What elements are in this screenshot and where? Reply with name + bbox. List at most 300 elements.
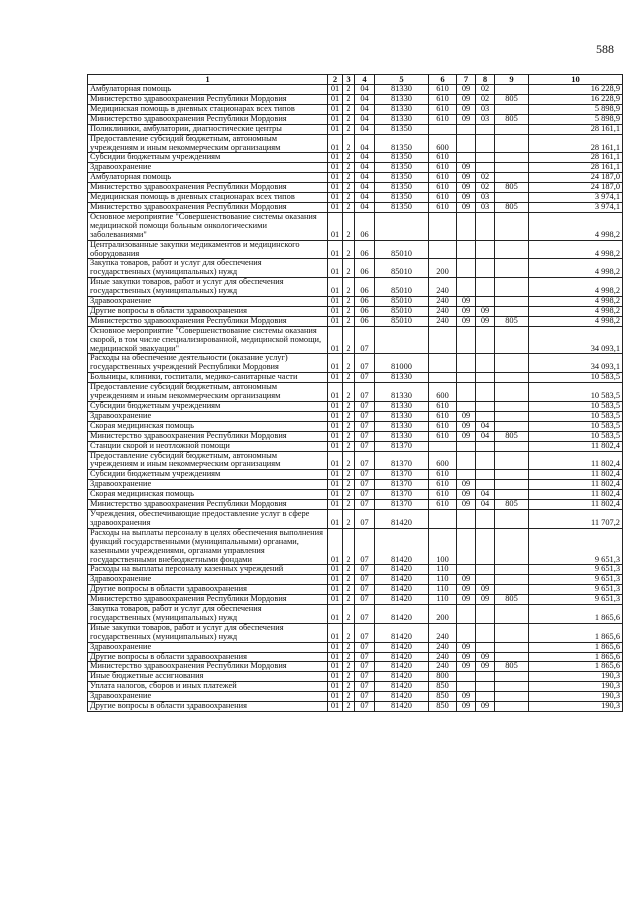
code-program-cell: 01 — [328, 702, 343, 712]
table-row — [88, 652, 623, 662]
code-section-cell: 09 — [457, 500, 476, 510]
code-target-cell: 85010 — [375, 316, 429, 326]
code-expense-type-cell: 240 — [429, 642, 457, 652]
code-ministry-cell — [495, 402, 529, 412]
table-row — [88, 565, 623, 575]
code-target-cell: 81330 — [375, 114, 429, 124]
amount-cell: 1 865,6 — [529, 605, 623, 624]
code-subprogram-cell: 2 — [343, 431, 355, 441]
code-subprogram-cell: 2 — [343, 240, 355, 259]
item-name-cell: Министерство здравоохранения Республики Мордовия — [88, 114, 328, 124]
code-event-cell: 04 — [355, 183, 375, 193]
amount-cell: 28 161,1 — [529, 163, 623, 173]
table-row — [88, 85, 623, 95]
code-ministry-cell: 805 — [495, 202, 529, 212]
code-ministry-cell — [495, 509, 529, 528]
code-target-cell: 81330 — [375, 411, 429, 421]
code-subprogram-cell: 2 — [343, 451, 355, 470]
code-subsection-cell — [476, 297, 495, 307]
code-event-cell: 04 — [355, 163, 375, 173]
code-section-cell — [457, 605, 476, 624]
code-section-cell: 09 — [457, 193, 476, 203]
code-expense-type-cell — [429, 240, 457, 259]
code-event-cell: 07 — [355, 565, 375, 575]
code-event-cell: 07 — [355, 662, 375, 672]
code-program-cell: 01 — [328, 595, 343, 605]
code-event-cell: 07 — [355, 528, 375, 565]
code-program-cell: 01 — [328, 163, 343, 173]
item-name-cell: Иные закупки товаров, работ и услуг для обеспечения государственных (муниципальных) нужд — [88, 623, 328, 642]
item-name-cell: Иные закупки товаров, работ и услуг для обеспечения государственных (муниципальных) нужд — [88, 278, 328, 297]
code-section-cell — [457, 212, 476, 240]
code-event-cell: 04 — [355, 114, 375, 124]
code-subsection-cell — [476, 692, 495, 702]
code-target-cell: 81350 — [375, 124, 429, 134]
code-subprogram-cell: 2 — [343, 153, 355, 163]
code-subsection-cell — [476, 411, 495, 421]
code-ministry-cell — [495, 692, 529, 702]
item-name-cell: Уплата налогов, сборов и иных платежей — [88, 682, 328, 692]
code-expense-type-cell: 200 — [429, 605, 457, 624]
code-ministry-cell — [495, 528, 529, 565]
code-expense-type-cell: 850 — [429, 682, 457, 692]
code-event-cell: 07 — [355, 585, 375, 595]
table-row — [88, 605, 623, 624]
code-event-cell: 04 — [355, 95, 375, 105]
code-section-cell: 09 — [457, 642, 476, 652]
amount-cell: 1 865,6 — [529, 652, 623, 662]
table-row — [88, 153, 623, 163]
code-subprogram-cell: 2 — [343, 702, 355, 712]
code-ministry-cell: 805 — [495, 183, 529, 193]
item-name-cell: Министерство здравоохранения Республики Мордовия — [88, 316, 328, 326]
item-name-cell: Основное мероприятие "Совершенствование системы оказания скорой, в том числе специализированной, медицинской помощи, медицинской эвакуации" — [88, 326, 328, 354]
code-subsection-cell — [476, 682, 495, 692]
code-section-cell — [457, 672, 476, 682]
code-program-cell: 01 — [328, 326, 343, 354]
code-ministry-cell — [495, 642, 529, 652]
code-expense-type-cell: 110 — [429, 575, 457, 585]
code-event-cell: 06 — [355, 259, 375, 278]
code-ministry-cell — [495, 565, 529, 575]
table-row — [88, 124, 623, 134]
code-program-cell: 01 — [328, 421, 343, 431]
code-subprogram-cell: 2 — [343, 212, 355, 240]
code-subsection-cell: 04 — [476, 500, 495, 510]
code-subprogram-cell: 2 — [343, 95, 355, 105]
code-event-cell: 07 — [355, 451, 375, 470]
item-name-cell: Здравоохранение — [88, 480, 328, 490]
code-section-cell: 09 — [457, 104, 476, 114]
code-ministry-cell — [495, 297, 529, 307]
code-ministry-cell — [495, 383, 529, 402]
code-program-cell: 01 — [328, 124, 343, 134]
code-ministry-cell — [495, 354, 529, 373]
item-name-cell: Предоставление субсидий бюджетным, автономным учреждениям и иным некоммерческим организациям — [88, 451, 328, 470]
code-target-cell: 81420 — [375, 509, 429, 528]
code-event-cell: 07 — [355, 470, 375, 480]
code-target-cell — [375, 326, 429, 354]
code-target-cell: 81420 — [375, 702, 429, 712]
code-expense-type-cell — [429, 124, 457, 134]
code-section-cell — [457, 124, 476, 134]
amount-cell: 24 187,0 — [529, 173, 623, 183]
code-program-cell: 01 — [328, 354, 343, 373]
code-event-cell: 07 — [355, 441, 375, 451]
code-subsection-cell: 04 — [476, 421, 495, 431]
code-ministry-cell — [495, 134, 529, 153]
code-subsection-cell — [476, 575, 495, 585]
code-subsection-cell — [476, 134, 495, 153]
code-program-cell: 01 — [328, 682, 343, 692]
column-header: 8 — [476, 75, 495, 85]
code-target-cell: 81370 — [375, 441, 429, 451]
code-target-cell: 81330 — [375, 104, 429, 114]
code-event-cell: 04 — [355, 153, 375, 163]
code-expense-type-cell — [429, 373, 457, 383]
code-program-cell: 01 — [328, 240, 343, 259]
code-section-cell — [457, 383, 476, 402]
amount-cell: 3 974,1 — [529, 193, 623, 203]
code-subprogram-cell: 2 — [343, 441, 355, 451]
table-row — [88, 306, 623, 316]
code-expense-type-cell: 240 — [429, 297, 457, 307]
code-program-cell: 01 — [328, 173, 343, 183]
item-name-cell: Здравоохранение — [88, 575, 328, 585]
code-expense-type-cell: 610 — [429, 95, 457, 105]
code-expense-type-cell: 610 — [429, 193, 457, 203]
code-subprogram-cell: 2 — [343, 173, 355, 183]
code-program-cell: 01 — [328, 652, 343, 662]
code-target-cell: 81330 — [375, 85, 429, 95]
code-expense-type-cell: 610 — [429, 411, 457, 421]
column-header: 4 — [355, 75, 375, 85]
amount-cell: 9 651,3 — [529, 585, 623, 595]
code-ministry-cell: 805 — [495, 95, 529, 105]
code-event-cell: 07 — [355, 575, 375, 585]
item-name-cell: Здравоохранение — [88, 411, 328, 421]
code-subprogram-cell: 2 — [343, 480, 355, 490]
code-subprogram-cell: 2 — [343, 528, 355, 565]
code-target-cell: 81330 — [375, 431, 429, 441]
amount-cell: 10 583,5 — [529, 402, 623, 412]
amount-cell: 4 998,2 — [529, 259, 623, 278]
code-subsection-cell: 03 — [476, 104, 495, 114]
code-section-cell: 09 — [457, 316, 476, 326]
code-subsection-cell: 09 — [476, 585, 495, 595]
amount-cell: 10 583,5 — [529, 411, 623, 421]
code-subprogram-cell: 2 — [343, 642, 355, 652]
item-name-cell: Министерство здравоохранения Республики Мордовия — [88, 662, 328, 672]
code-target-cell: 81350 — [375, 153, 429, 163]
code-target-cell: 81420 — [375, 528, 429, 565]
code-program-cell: 01 — [328, 431, 343, 441]
code-program-cell: 01 — [328, 402, 343, 412]
code-subsection-cell — [476, 451, 495, 470]
code-section-cell: 09 — [457, 421, 476, 431]
code-event-cell: 07 — [355, 354, 375, 373]
code-expense-type-cell: 600 — [429, 451, 457, 470]
item-name-cell: Субсидии бюджетным учреждениям — [88, 402, 328, 412]
table-row — [88, 662, 623, 672]
code-section-cell — [457, 441, 476, 451]
item-name-cell: Станции скорой и неотложной помощи — [88, 441, 328, 451]
table-row — [88, 373, 623, 383]
amount-cell: 10 583,5 — [529, 421, 623, 431]
amount-cell: 190,3 — [529, 692, 623, 702]
item-name-cell: Амбулаторная помощь — [88, 85, 328, 95]
code-subprogram-cell: 2 — [343, 193, 355, 203]
code-event-cell: 04 — [355, 124, 375, 134]
amount-cell: 16 228,9 — [529, 95, 623, 105]
code-section-cell — [457, 470, 476, 480]
code-subsection-cell — [476, 212, 495, 240]
item-name-cell: Основное мероприятие "Совершенствование системы оказания медицинской помощи больным онкологическими заболеваниями" — [88, 212, 328, 240]
code-target-cell: 81350 — [375, 193, 429, 203]
code-event-cell: 06 — [355, 306, 375, 316]
code-program-cell: 01 — [328, 470, 343, 480]
amount-cell: 11 707,2 — [529, 509, 623, 528]
code-subsection-cell: 04 — [476, 490, 495, 500]
code-subprogram-cell: 2 — [343, 202, 355, 212]
code-ministry-cell — [495, 682, 529, 692]
amount-cell: 1 865,6 — [529, 623, 623, 642]
code-section-cell: 09 — [457, 173, 476, 183]
table-row — [88, 585, 623, 595]
code-subsection-cell: 02 — [476, 183, 495, 193]
code-ministry-cell — [495, 85, 529, 95]
code-ministry-cell — [495, 163, 529, 173]
code-program-cell: 01 — [328, 662, 343, 672]
item-name-cell: Министерство здравоохранения Республики Мордовия — [88, 431, 328, 441]
code-program-cell: 01 — [328, 153, 343, 163]
code-program-cell: 01 — [328, 85, 343, 95]
code-subprogram-cell: 2 — [343, 623, 355, 642]
code-subsection-cell — [476, 605, 495, 624]
table-row — [88, 259, 623, 278]
item-name-cell: Министерство здравоохранения Республики Мордовия — [88, 95, 328, 105]
table-row — [88, 212, 623, 240]
code-subsection-cell — [476, 240, 495, 259]
code-expense-type-cell: 110 — [429, 565, 457, 575]
code-ministry-cell — [495, 575, 529, 585]
code-target-cell: 81350 — [375, 163, 429, 173]
code-ministry-cell — [495, 326, 529, 354]
item-name-cell: Централизованные закупки медикаментов и медицинского оборудования — [88, 240, 328, 259]
table-row — [88, 411, 623, 421]
code-expense-type-cell: 610 — [429, 480, 457, 490]
code-target-cell: 81420 — [375, 623, 429, 642]
amount-cell: 4 998,2 — [529, 306, 623, 316]
code-section-cell — [457, 326, 476, 354]
table-row — [88, 114, 623, 124]
amount-cell: 28 161,1 — [529, 153, 623, 163]
code-ministry-cell — [495, 193, 529, 203]
code-subprogram-cell: 2 — [343, 259, 355, 278]
column-header: 1 — [88, 75, 328, 85]
code-target-cell: 85010 — [375, 306, 429, 316]
table-row — [88, 173, 623, 183]
table-row — [88, 490, 623, 500]
item-name-cell: Министерство здравоохранения Республики Мордовия — [88, 500, 328, 510]
code-expense-type-cell: 240 — [429, 662, 457, 672]
code-subsection-cell — [476, 441, 495, 451]
code-program-cell: 01 — [328, 114, 343, 124]
code-subprogram-cell: 2 — [343, 326, 355, 354]
code-section-cell — [457, 354, 476, 373]
code-program-cell: 01 — [328, 623, 343, 642]
code-section-cell: 09 — [457, 411, 476, 421]
code-event-cell: 06 — [355, 316, 375, 326]
code-subsection-cell — [476, 672, 495, 682]
code-program-cell: 01 — [328, 316, 343, 326]
code-target-cell: 85010 — [375, 240, 429, 259]
amount-cell: 24 187,0 — [529, 183, 623, 193]
code-event-cell: 07 — [355, 642, 375, 652]
table-row — [88, 672, 623, 682]
code-subsection-cell — [476, 278, 495, 297]
table-row — [88, 500, 623, 510]
code-subsection-cell — [476, 259, 495, 278]
amount-cell: 11 802,4 — [529, 451, 623, 470]
code-program-cell: 01 — [328, 104, 343, 114]
amount-cell: 9 651,3 — [529, 595, 623, 605]
item-name-cell: Другие вопросы в области здравоохранения — [88, 652, 328, 662]
item-name-cell: Расходы на выплаты персоналу в целях обеспечения выполнения функций государственными (муниципальными) органами, казенными учреждениями, органами управления государственными внебюджетными фондами — [88, 528, 328, 565]
code-program-cell: 01 — [328, 692, 343, 702]
code-target-cell — [375, 212, 429, 240]
item-name-cell: Другие вопросы в области здравоохранения — [88, 585, 328, 595]
code-target-cell: 81370 — [375, 470, 429, 480]
code-ministry-cell — [495, 605, 529, 624]
item-name-cell: Расходы на выплаты персоналу казенных учреждений — [88, 565, 328, 575]
code-subsection-cell — [476, 326, 495, 354]
code-ministry-cell — [495, 259, 529, 278]
code-section-cell: 09 — [457, 85, 476, 95]
code-subprogram-cell: 2 — [343, 421, 355, 431]
code-event-cell: 04 — [355, 85, 375, 95]
item-name-cell: Скорая медицинская помощь — [88, 490, 328, 500]
item-name-cell: Медицинская помощь в дневных стационарах всех типов — [88, 104, 328, 114]
code-event-cell: 06 — [355, 212, 375, 240]
code-subprogram-cell: 2 — [343, 672, 355, 682]
table-row — [88, 402, 623, 412]
amount-cell: 11 802,4 — [529, 500, 623, 510]
item-name-cell: Предоставление субсидий бюджетным, автономным учреждениям и иным некоммерческим организациям — [88, 383, 328, 402]
code-target-cell: 81000 — [375, 354, 429, 373]
code-program-cell: 01 — [328, 490, 343, 500]
code-subprogram-cell: 2 — [343, 595, 355, 605]
item-name-cell: Предоставление субсидий бюджетным, автономным учреждениям и иным некоммерческим организациям — [88, 134, 328, 153]
code-target-cell: 81370 — [375, 451, 429, 470]
code-ministry-cell: 805 — [495, 500, 529, 510]
code-expense-type-cell: 610 — [429, 173, 457, 183]
code-section-cell: 09 — [457, 306, 476, 316]
item-name-cell: Расходы на обеспечение деятельности (оказание услуг) государственных учреждений Республики Мордовия — [88, 354, 328, 373]
code-program-cell: 01 — [328, 278, 343, 297]
code-subprogram-cell: 2 — [343, 692, 355, 702]
column-header: 10 — [529, 75, 623, 85]
code-section-cell — [457, 682, 476, 692]
code-target-cell: 81420 — [375, 585, 429, 595]
code-target-cell: 81420 — [375, 642, 429, 652]
code-subprogram-cell: 2 — [343, 373, 355, 383]
code-program-cell: 01 — [328, 212, 343, 240]
amount-cell: 11 802,4 — [529, 470, 623, 480]
code-target-cell: 85010 — [375, 297, 429, 307]
code-event-cell: 07 — [355, 595, 375, 605]
code-section-cell: 09 — [457, 297, 476, 307]
code-subsection-cell — [476, 470, 495, 480]
code-ministry-cell — [495, 451, 529, 470]
code-subprogram-cell: 2 — [343, 104, 355, 114]
column-header: 9 — [495, 75, 529, 85]
amount-cell: 10 583,5 — [529, 383, 623, 402]
code-section-cell — [457, 451, 476, 470]
code-program-cell: 01 — [328, 509, 343, 528]
code-expense-type-cell: 110 — [429, 595, 457, 605]
table-row — [88, 480, 623, 490]
code-program-cell: 01 — [328, 642, 343, 652]
code-section-cell — [457, 402, 476, 412]
table-row — [88, 354, 623, 373]
code-ministry-cell — [495, 240, 529, 259]
code-program-cell: 01 — [328, 306, 343, 316]
item-name-cell: Закупка товаров, работ и услуг для обеспечения государственных (муниципальных) нужд — [88, 259, 328, 278]
table-row — [88, 642, 623, 652]
code-expense-type-cell: 240 — [429, 278, 457, 297]
code-target-cell: 81420 — [375, 595, 429, 605]
code-subsection-cell: 09 — [476, 652, 495, 662]
amount-cell: 9 651,3 — [529, 528, 623, 565]
code-program-cell: 01 — [328, 672, 343, 682]
code-section-cell: 09 — [457, 480, 476, 490]
code-expense-type-cell — [429, 354, 457, 373]
code-subsection-cell — [476, 163, 495, 173]
code-subprogram-cell: 2 — [343, 402, 355, 412]
table-body — [88, 85, 623, 712]
amount-cell: 4 998,2 — [529, 240, 623, 259]
code-subprogram-cell: 2 — [343, 509, 355, 528]
code-expense-type-cell: 240 — [429, 306, 457, 316]
amount-cell: 11 802,4 — [529, 441, 623, 451]
code-event-cell: 07 — [355, 692, 375, 702]
amount-cell: 4 998,2 — [529, 212, 623, 240]
code-ministry-cell: 805 — [495, 114, 529, 124]
code-subsection-cell: 03 — [476, 114, 495, 124]
item-name-cell: Министерство здравоохранения Республики Мордовия — [88, 183, 328, 193]
code-section-cell: 09 — [457, 431, 476, 441]
table-row — [88, 623, 623, 642]
code-subprogram-cell: 2 — [343, 575, 355, 585]
table-row — [88, 104, 623, 114]
code-subprogram-cell: 2 — [343, 306, 355, 316]
table-row — [88, 326, 623, 354]
amount-cell: 5 898,9 — [529, 104, 623, 114]
code-subsection-cell — [476, 153, 495, 163]
amount-cell: 4 998,2 — [529, 297, 623, 307]
code-subsection-cell: 03 — [476, 193, 495, 203]
code-event-cell: 04 — [355, 104, 375, 114]
code-ministry-cell — [495, 124, 529, 134]
code-expense-type-cell: 850 — [429, 702, 457, 712]
code-subprogram-cell: 2 — [343, 470, 355, 480]
code-program-cell: 01 — [328, 134, 343, 153]
item-name-cell: Больницы, клиники, госпитали, медико-санитарные части — [88, 373, 328, 383]
code-expense-type-cell — [429, 326, 457, 354]
code-section-cell: 09 — [457, 490, 476, 500]
code-subprogram-cell: 2 — [343, 500, 355, 510]
